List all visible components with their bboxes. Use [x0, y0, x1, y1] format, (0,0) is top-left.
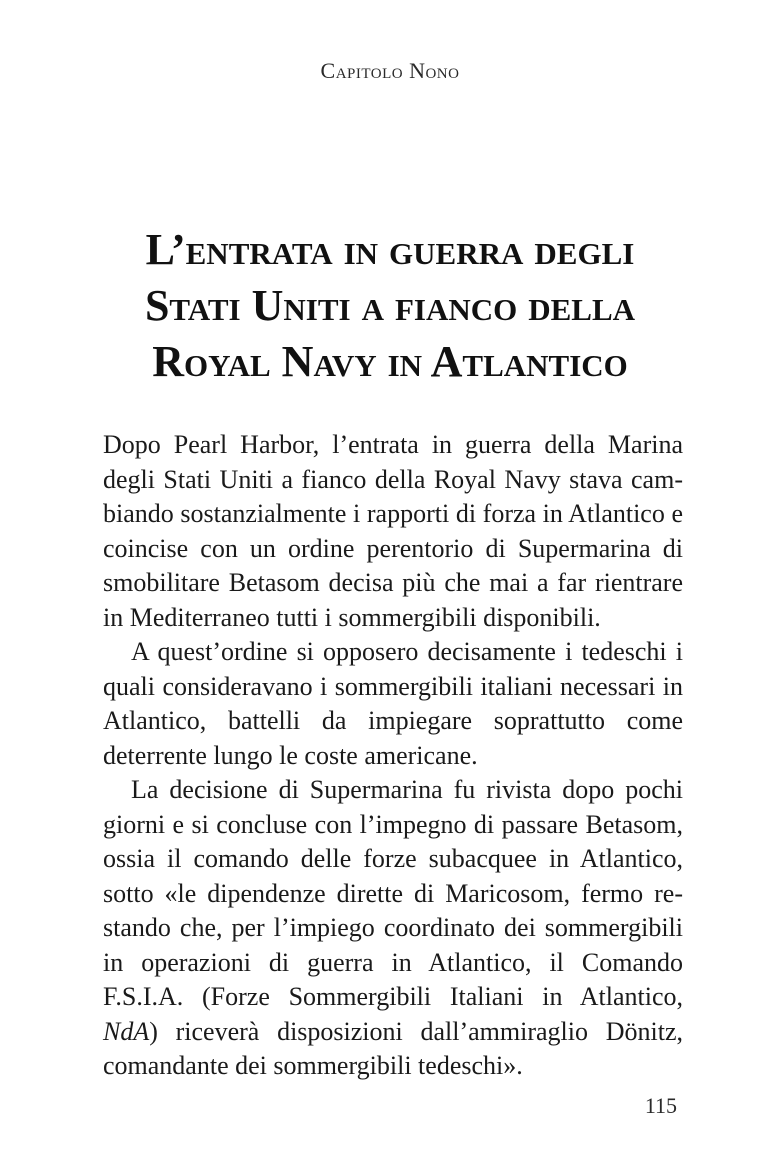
chapter-title-line-1: L’entrata in guerra degli [145, 225, 635, 274]
page-number: 115 [644, 1093, 677, 1118]
paragraph-1: Dopo Pearl Harbor, l’entrata in guerra della Marina degli Stati Uniti a fianco della Royal Navy stava cambiando sostanzialmente i rapporti di forza in Atlantico e coincise con un ordine perentorio di Supermarina di smobilitare Betasom decisa più che mai a far rientrare in Mediterraneo tutti i sommergibili disponibili. [103, 430, 683, 632]
chapter-title [60, 222, 720, 390]
chapter-title-line-2: Stati Uniti a fianco della [144, 281, 636, 330]
body-text [103, 428, 683, 1084]
paragraph-3-italic: NdA [103, 1016, 150, 1046]
paragraph-3 [103, 773, 683, 1084]
paragraph-3-text-a: La decisione di Supermarina fu rivista dopo pochi giorni e si concluse con l’impegno di passare Betasom, ossia il comando delle forze subacquee in Atlantico, sotto «le dipendenze dirette di Maricosom, fermo restando che, per l’impiego coordinato dei sommergibili in operazioni di guerra in Atlantico, il Comando F.S.I.A. (Forze Sommergibili Italiani in Atlantico, [103, 775, 683, 1011]
paragraph-2: A quest’ordine si opposero decisamente i tedeschi i quali consideravano i sommergibili italiani necessari in Atlantico, battelli da impiegare soprattutto come deterrente lungo le coste americane. [103, 637, 683, 770]
running-head: Capitolo Nono [320, 58, 460, 83]
chapter-title-line-3: Royal Navy in Atlantico [152, 337, 628, 386]
paragraph-3-text-b: ) riceverà disposizioni dall’ammiraglio Dönitz, comandante dei sommergibili tedeschi». [103, 1016, 683, 1080]
